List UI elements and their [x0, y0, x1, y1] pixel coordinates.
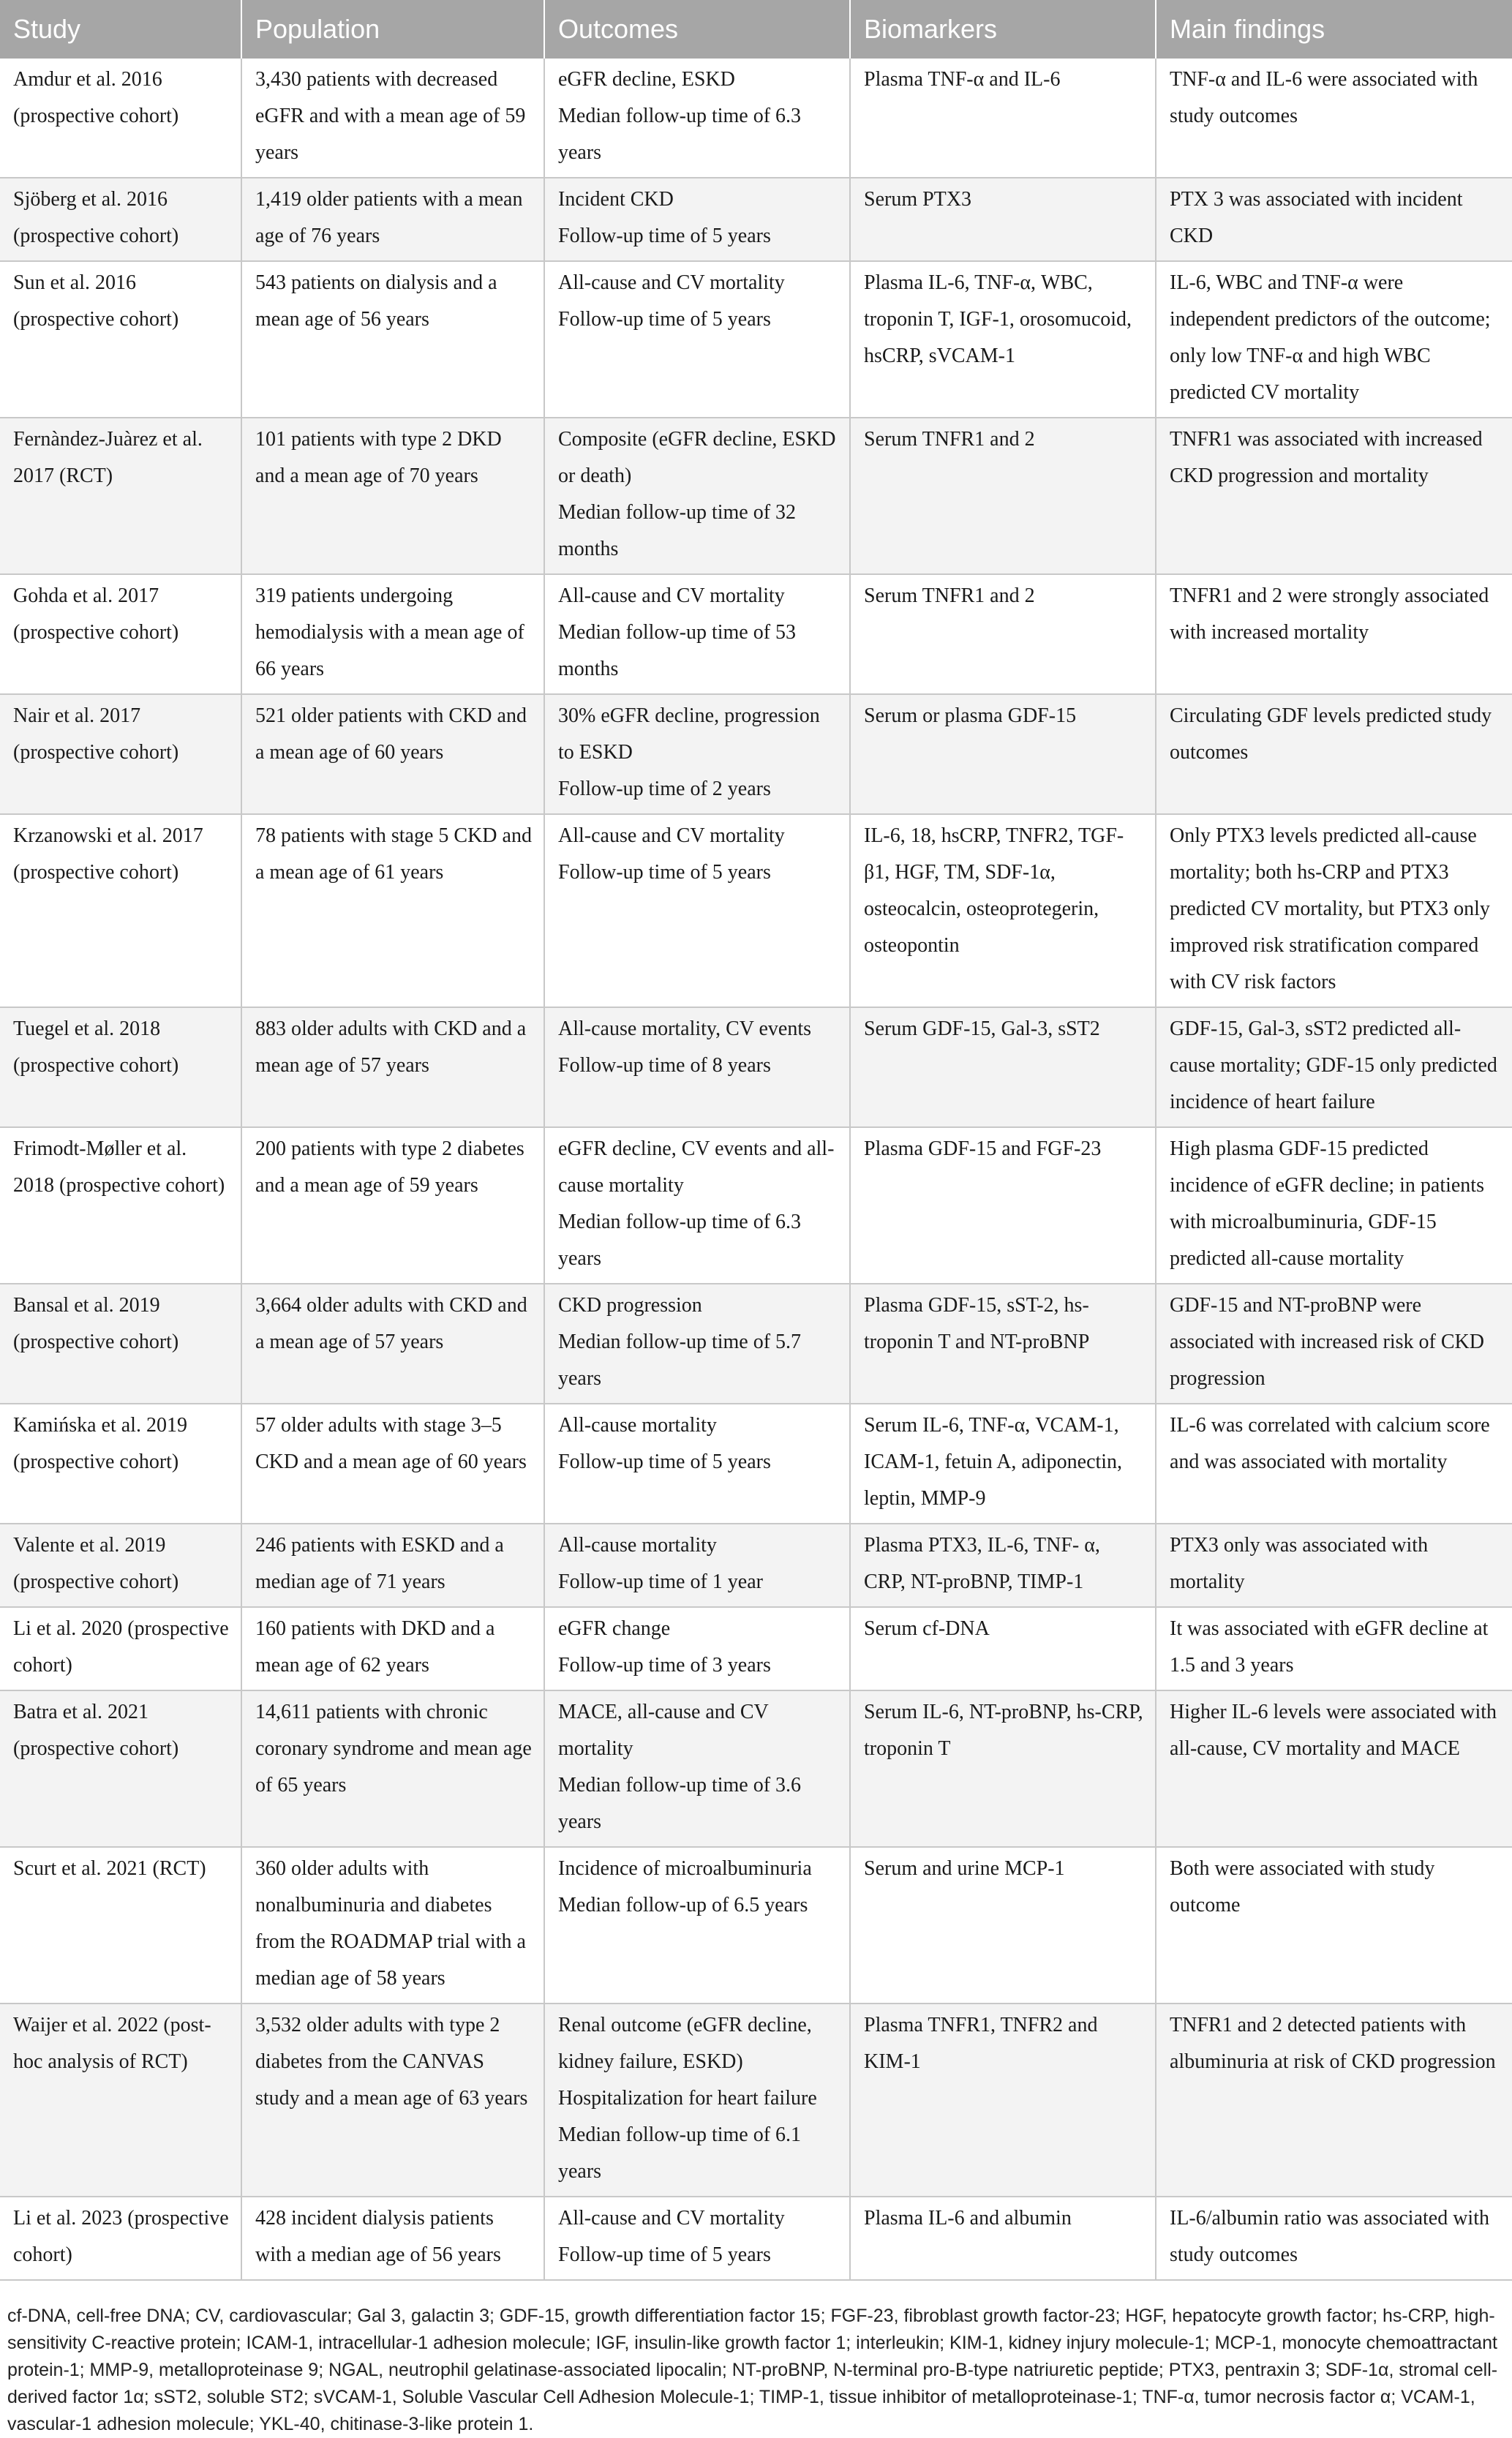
outcome-line: Median follow-up time of 32 months	[558, 501, 797, 560]
outcome-line: Follow-up time of 5 years	[558, 2243, 771, 2266]
cell-biomarkers: Serum TNFR1 and 2	[850, 574, 1156, 694]
cell-outcomes	[544, 1127, 850, 1284]
table-row	[0, 2004, 1512, 2197]
cell-population: 160 patients with DKD and a mean age of 62 years	[241, 1607, 544, 1690]
outcome-line: Median follow-up time of 6.1 years	[558, 2123, 802, 2183]
cell-study: Bansal et al. 2019 (prospective cohort)	[0, 1284, 241, 1404]
outcome-line: Follow-up time of 1 year	[558, 1570, 763, 1593]
cell-study: Frimodt-Møller et al. 2018 (prospective cohort)	[0, 1127, 241, 1284]
cell-main-findings: IL-6 was correlated with calcium score and was associated with mortality	[1156, 1404, 1512, 1524]
cell-main-findings: TNFR1 and 2 were strongly associated with increased mortality	[1156, 574, 1512, 694]
table-row	[0, 1847, 1512, 2004]
cell-biomarkers: Serum and urine MCP-1	[850, 1847, 1156, 2004]
outcome-line: Incident CKD	[558, 188, 674, 211]
outcome-line: Median follow-up of 6.5 years	[558, 1894, 808, 1916]
outcome-line: Hospitalization for heart failure	[558, 2087, 817, 2110]
cell-study: Amdur et al. 2016 (prospective cohort)	[0, 59, 241, 178]
outcome-line: 30% eGFR decline, progression to ESKD	[558, 704, 820, 764]
cell-biomarkers: Serum IL-6, NT-proBNP, hs-CRP, troponin T	[850, 1690, 1156, 1847]
cell-population: 3,664 older adults with CKD and a mean age of 57 years	[241, 1284, 544, 1404]
cell-study: Kamińska et al. 2019 (prospective cohort)	[0, 1404, 241, 1524]
cell-study: Tuegel et al. 2018 (prospective cohort)	[0, 1007, 241, 1127]
outcome-line: Median follow-up time of 6.3 years	[558, 1211, 802, 1270]
outcome-line: MACE, all-cause and CV mortality	[558, 1701, 769, 1760]
cell-population: 3,532 older adults with type 2 diabetes from the CANVAS study and a mean age of 63 years	[241, 2004, 544, 2197]
cell-outcomes	[544, 1404, 850, 1524]
table-row	[0, 814, 1512, 1007]
cell-outcomes	[544, 694, 850, 814]
cell-study: Sjöberg et al. 2016 (prospective cohort)	[0, 178, 241, 261]
cell-population: 57 older adults with stage 3–5 CKD and a mean age of 60 years	[241, 1404, 544, 1524]
cell-population: 3,430 patients with decreased eGFR and with a mean age of 59 years	[241, 59, 544, 178]
cell-biomarkers: Plasma IL-6, TNF-α, WBC, troponin T, IGF-1, orosomucoid, hsCRP, sVCAM-1	[850, 261, 1156, 418]
cell-biomarkers: Plasma GDF-15, sST-2, hs-troponin T and NT-proBNP	[850, 1284, 1156, 1404]
cell-study: Gohda et al. 2017 (prospective cohort)	[0, 574, 241, 694]
cell-main-findings: TNF-α and IL-6 were associated with study outcomes	[1156, 59, 1512, 178]
header-main-findings: Main findings	[1156, 0, 1512, 59]
cell-outcomes	[544, 574, 850, 694]
cell-study: Nair et al. 2017 (prospective cohort)	[0, 694, 241, 814]
table-row	[0, 1127, 1512, 1284]
cell-biomarkers: Plasma IL-6 and albumin	[850, 2197, 1156, 2280]
cell-main-findings: GDF-15, Gal-3, sST2 predicted all-cause mortality; GDF-15 only predicted incidence of heart failure	[1156, 1007, 1512, 1127]
cell-biomarkers: Serum PTX3	[850, 178, 1156, 261]
table-row	[0, 59, 1512, 178]
cell-main-findings: High plasma GDF-15 predicted incidence of eGFR decline; in patients with microalbuminuria, GDF-15 predicted all-cause mortality	[1156, 1127, 1512, 1284]
cell-main-findings: Higher IL-6 levels were associated with all-cause, CV mortality and MACE	[1156, 1690, 1512, 1847]
cell-population: 14,611 patients with chronic coronary syndrome and mean age of 65 years	[241, 1690, 544, 1847]
cell-population: 521 older patients with CKD and a mean age of 60 years	[241, 694, 544, 814]
cell-outcomes	[544, 2197, 850, 2280]
cell-population: 78 patients with stage 5 CKD and a mean age of 61 years	[241, 814, 544, 1007]
cell-population: 360 older adults with nonalbuminuria and diabetes from the ROADMAP trial with a median age of 58 years	[241, 1847, 544, 2004]
outcome-line: Follow-up time of 3 years	[558, 1654, 771, 1677]
cell-population: 101 patients with type 2 DKD and a mean age of 70 years	[241, 418, 544, 574]
cell-study: Batra et al. 2021 (prospective cohort)	[0, 1690, 241, 1847]
outcome-line: Median follow-up time of 3.6 years	[558, 1774, 802, 1833]
cell-population: 1,419 older patients with a mean age of 76 years	[241, 178, 544, 261]
cell-biomarkers: Serum or plasma GDF-15	[850, 694, 1156, 814]
outcome-line: Composite (eGFR decline, ESKD or death)	[558, 428, 836, 487]
outcome-line: Follow-up time of 5 years	[558, 1451, 771, 1473]
outcome-line: Follow-up time of 5 years	[558, 861, 771, 884]
cell-outcomes	[544, 1007, 850, 1127]
cell-main-findings: GDF-15 and NT-proBNP were associated with increased risk of CKD progression	[1156, 1284, 1512, 1404]
cell-population: 428 incident dialysis patients with a median age of 56 years	[241, 2197, 544, 2280]
outcome-line: eGFR decline, CV events and all-cause mortality	[558, 1137, 835, 1197]
outcome-line: All-cause mortality	[558, 1534, 717, 1557]
cell-main-findings: It was associated with eGFR decline at 1.5 and 3 years	[1156, 1607, 1512, 1690]
cell-study: Valente et al. 2019 (prospective cohort)	[0, 1524, 241, 1607]
cell-main-findings: TNFR1 and 2 detected patients with albuminuria at risk of CKD progression	[1156, 2004, 1512, 2197]
cell-main-findings: Circulating GDF levels predicted study outcomes	[1156, 694, 1512, 814]
cell-main-findings: Both were associated with study outcome	[1156, 1847, 1512, 2004]
cell-outcomes	[544, 1284, 850, 1404]
cell-population: 883 older adults with CKD and a mean age of 57 years	[241, 1007, 544, 1127]
outcome-line: All-cause and CV mortality	[558, 271, 785, 294]
outcome-line: All-cause mortality, CV events	[558, 1017, 812, 1040]
header-population: Population	[241, 0, 544, 59]
cell-study: Krzanowski et al. 2017 (prospective cohort)	[0, 814, 241, 1007]
outcome-line: All-cause and CV mortality	[558, 584, 785, 607]
cell-main-findings: PTX3 only was associated with mortality	[1156, 1524, 1512, 1607]
table-row	[0, 418, 1512, 574]
cell-main-findings: IL-6/albumin ratio was associated with study outcomes	[1156, 2197, 1512, 2280]
table-footnote: cf-DNA, cell-free DNA; CV, cardiovascular; Gal 3, galactin 3; GDF-15, growth differentiation factor 15; FGF-23, fibroblast growth factor-23; HGF, hepatocyte growth factor; hs-CRP, high-sensitivity C-reactive protein; ICAM-1, intracellular-1 adhesion molecule; IGF, insulin-like growth factor 1; interleukin; KIM-1, kidney injury molecule-1; MCP-1, monocyte chemoattractant protein-1; MMP-9, metalloproteinase 9; NGAL, neutrophil gelatinase-associated lipocalin; NT-proBNP, N-terminal pro-B-type natriuretic peptide; PTX3, pentraxin 3; SDF-1α, stromal cell-derived factor 1α; sST2, soluble ST2; sVCAM-1, Soluble Vascular Cell Adhesion Molecule-1; TIMP-1, tissue inhibitor of metalloproteinase-1; TNF-α, tumor necrosis factor α; VCAM-1, vascular-1 adhesion molecule; YKL-40, chitinase-3-like protein 1.	[7, 2306, 1498, 2434]
cell-outcomes	[544, 814, 850, 1007]
cell-main-findings: TNFR1 was associated with increased CKD progression and mortality	[1156, 418, 1512, 574]
outcome-line: Follow-up time of 2 years	[558, 778, 771, 800]
cell-main-findings: IL-6, WBC and TNF-α were independent predictors of the outcome; only low TNF-α and high WBC predicted CV mortality	[1156, 261, 1512, 418]
outcome-line: eGFR change	[558, 1617, 671, 1640]
outcome-line: eGFR decline, ESKD	[558, 68, 735, 91]
table-row	[0, 261, 1512, 418]
cell-biomarkers: Plasma TNF-α and IL-6	[850, 59, 1156, 178]
cell-study: Li et al. 2020 (prospective cohort)	[0, 1607, 241, 1690]
outcome-line: All-cause and CV mortality	[558, 824, 785, 847]
table-row	[0, 178, 1512, 261]
table-row	[0, 574, 1512, 694]
cell-outcomes	[544, 59, 850, 178]
cell-population: 319 patients undergoing hemodialysis with a mean age of 66 years	[241, 574, 544, 694]
cell-outcomes	[544, 1607, 850, 1690]
cell-study: Waijer et al. 2022 (post-hoc analysis of RCT)	[0, 2004, 241, 2197]
outcome-line: Incidence of microalbuminuria	[558, 1857, 812, 1880]
cell-study: Scurt et al. 2021 (RCT)	[0, 1847, 241, 2004]
cell-population: 543 patients on dialysis and a mean age of 56 years	[241, 261, 544, 418]
cell-outcomes	[544, 2004, 850, 2197]
header-study: Study	[0, 0, 241, 59]
table-row	[0, 2197, 1512, 2280]
cell-biomarkers: IL-6, 18, hsCRP, TNFR2, TGF-β1, HGF, TM, SDF-1α, osteocalcin, osteoprotegerin, osteopontin	[850, 814, 1156, 1007]
table-row	[0, 1007, 1512, 1127]
cell-biomarkers: Plasma TNFR1, TNFR2 and KIM-1	[850, 2004, 1156, 2197]
outcome-line: Renal outcome (eGFR decline, kidney failure, ESKD)	[558, 2014, 812, 2073]
outcome-line: All-cause mortality	[558, 1414, 717, 1437]
cell-biomarkers: Serum GDF-15, Gal-3, sST2	[850, 1007, 1156, 1127]
cell-main-findings: Only PTX3 levels predicted all-cause mortality; both hs-CRP and PTX3 predicted CV mortality, but PTX3 only improved risk stratification compared with CV risk factors	[1156, 814, 1512, 1007]
table-body	[0, 59, 1512, 2280]
cell-population: 200 patients with type 2 diabetes and a mean age of 59 years	[241, 1127, 544, 1284]
table-row	[0, 694, 1512, 814]
outcome-line: All-cause and CV mortality	[558, 2207, 785, 2230]
cell-outcomes	[544, 1690, 850, 1847]
table-row	[0, 1284, 1512, 1404]
table-row	[0, 1607, 1512, 1690]
header-outcomes: Outcomes	[544, 0, 850, 59]
cell-study: Li et al. 2023 (prospective cohort)	[0, 2197, 241, 2280]
outcome-line: Median follow-up time of 5.7 years	[558, 1331, 802, 1390]
cell-outcomes	[544, 1847, 850, 2004]
cell-biomarkers: Plasma GDF-15 and FGF-23	[850, 1127, 1156, 1284]
cell-biomarkers: Serum IL-6, TNF-α, VCAM-1, ICAM-1, fetuin A, adiponectin, leptin, MMP-9	[850, 1404, 1156, 1524]
cell-outcomes	[544, 178, 850, 261]
outcome-line: Follow-up time of 5 years	[558, 225, 771, 247]
cell-study: Sun et al. 2016 (prospective cohort)	[0, 261, 241, 418]
cell-outcomes	[544, 1524, 850, 1607]
cell-outcomes	[544, 418, 850, 574]
cell-biomarkers: Serum cf-DNA	[850, 1607, 1156, 1690]
cell-biomarkers: Plasma PTX3, IL-6, TNF- α, CRP, NT-proBNP, TIMP-1	[850, 1524, 1156, 1607]
outcome-line: Follow-up time of 8 years	[558, 1054, 771, 1077]
table-row	[0, 1690, 1512, 1847]
table-row	[0, 1524, 1512, 1607]
cell-main-findings: PTX 3 was associated with incident CKD	[1156, 178, 1512, 261]
outcome-line: CKD progression	[558, 1294, 702, 1317]
outcome-line: Median follow-up time of 6.3 years	[558, 105, 802, 164]
header-biomarkers: Biomarkers	[850, 0, 1156, 59]
outcome-line: Median follow-up time of 53 months	[558, 621, 797, 680]
cell-population: 246 patients with ESKD and a median age of 71 years	[241, 1524, 544, 1607]
cell-biomarkers: Serum TNFR1 and 2	[850, 418, 1156, 574]
table-header	[0, 0, 1512, 59]
outcome-line: Follow-up time of 5 years	[558, 308, 771, 331]
table-row	[0, 1404, 1512, 1524]
cell-outcomes	[544, 261, 850, 418]
cell-study: Fernàndez-Juàrez et al. 2017 (RCT)	[0, 418, 241, 574]
